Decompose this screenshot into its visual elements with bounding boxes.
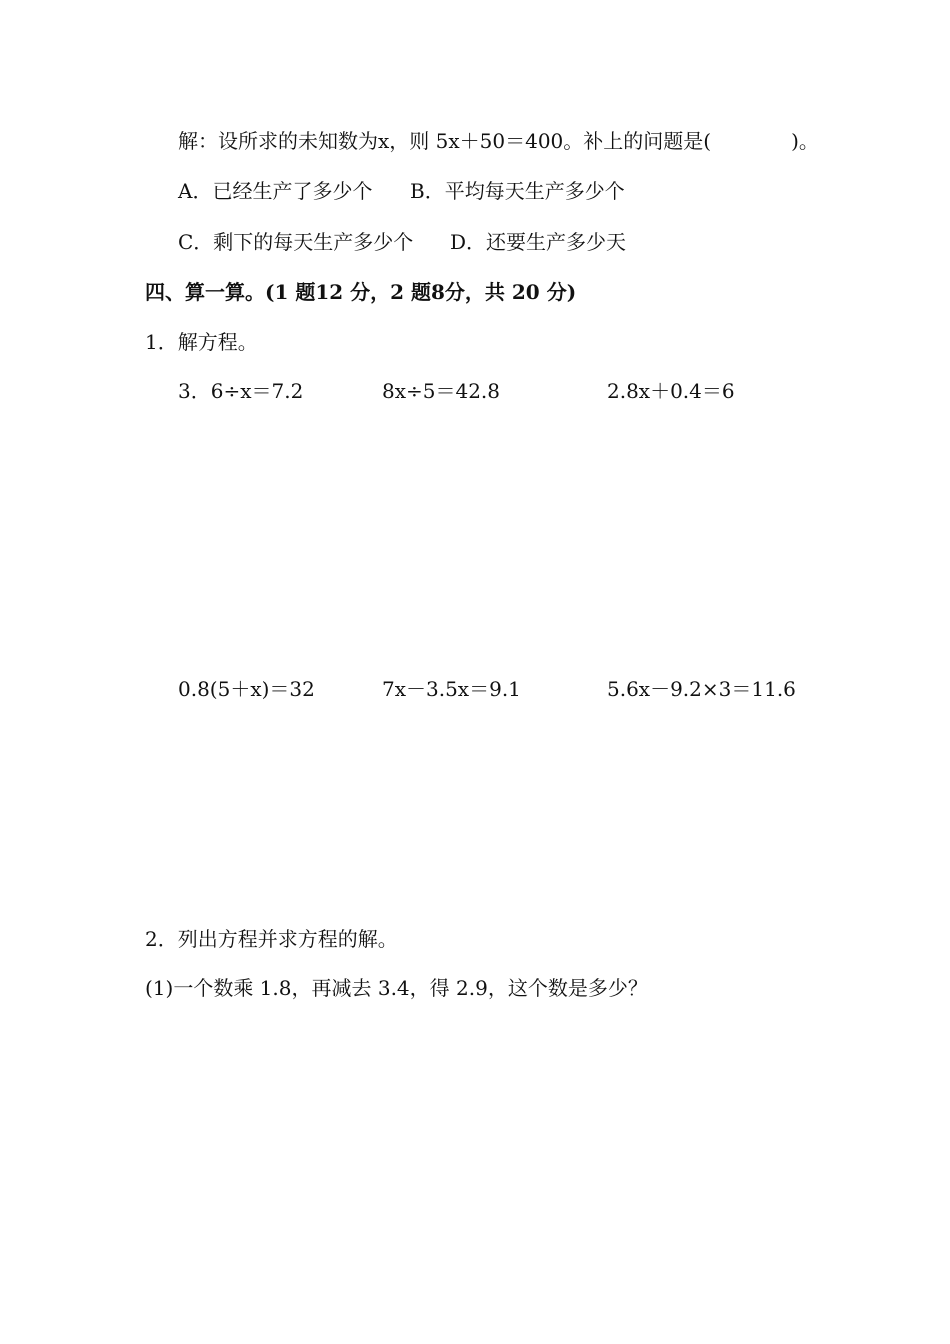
equation-2: 8x÷5＝42.8 — [382, 379, 501, 403]
option-a: A．已经生产了多少个 — [178, 179, 373, 203]
equation-4: 0.8(5＋x)＝32 — [178, 677, 315, 701]
question-1-label: 1．解方程。 — [145, 330, 258, 354]
option-b: B．平均每天生产多少个 — [410, 179, 625, 203]
equation-5: 7x－3.5x＝9.1 — [382, 677, 521, 701]
equation-1: 3．6÷x＝7.2 — [178, 379, 304, 403]
equation-6: 5.6x－9.2×3＝11.6 — [607, 677, 796, 701]
solution-line: 解：设所求的未知数为x，则 5x＋50＝400。补上的问题是( )。 — [178, 129, 819, 153]
question-2-1: (1)一个数乘 1.8，再减去 3.4，得 2.9，这个数是多少？ — [145, 976, 648, 1000]
option-d: D．还要生产多少天 — [450, 230, 627, 254]
section-four-heading: 四、算一算。(1 题12 分，2 题8分，共 20 分) — [145, 280, 577, 304]
option-c: C．剩下的每天生产多少个 — [178, 230, 414, 254]
question-2-label: 2．列出方程并求方程的解。 — [145, 927, 398, 951]
equation-3: 2.8x＋0.4＝6 — [607, 379, 735, 403]
